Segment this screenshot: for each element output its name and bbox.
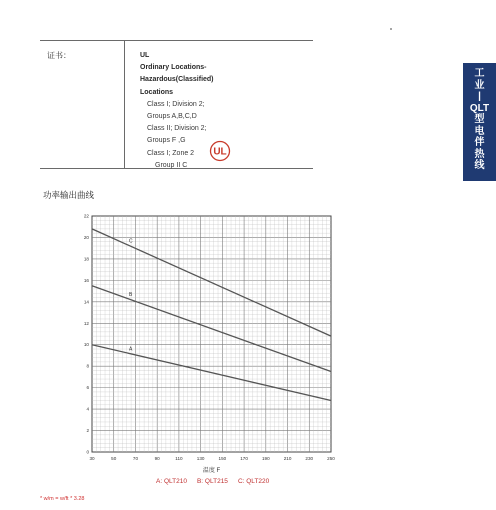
certificate-line: Ordinary Locations-: [140, 64, 207, 72]
series-label: A: [129, 346, 133, 353]
legend-key: B:: [196, 478, 205, 485]
y-tick-label: 16: [83, 277, 89, 283]
side-tab-char: 线: [474, 160, 485, 171]
unit-conversion-note: * w/m = w/ft * 3.28: [40, 496, 85, 502]
y-tick-label: 18: [83, 256, 89, 262]
side-tab-char: 热: [474, 148, 485, 160]
certificate-line: Group II C: [155, 161, 188, 169]
certificate-line: Groups F ,G: [147, 137, 186, 145]
side-tab-char: 工: [474, 68, 485, 79]
y-tick-label: 2: [86, 428, 89, 434]
certificate-line: Class I; Division 2;: [147, 100, 205, 108]
certificate-line: Class I; Zone 2: [147, 149, 195, 157]
certificate-label: 证书：: [47, 51, 71, 60]
certificate-line: Hazardous(Classified): [140, 76, 214, 84]
y-tick-label: 22: [83, 213, 89, 219]
y-tick-label: 10: [83, 342, 89, 348]
y-tick-label: 12: [83, 320, 89, 326]
certificate-line: Groups A,B,C,D: [147, 113, 197, 121]
table-divider: [124, 40, 125, 168]
legend-key: A:: [156, 478, 164, 485]
x-tick-label: 130: [196, 456, 205, 461]
table-top-rule: [40, 40, 313, 41]
x-tick-label: 50: [111, 456, 117, 461]
side-tab-char: |: [478, 91, 481, 102]
x-tick-label: 150: [218, 456, 227, 461]
certificate-details: [140, 50, 214, 172]
x-tick-label: 110: [175, 456, 183, 461]
legend-item: [238, 478, 269, 485]
y-tick-label: 0: [86, 449, 89, 455]
side-tab-char: 伴: [474, 137, 485, 148]
y-tick-label: 20: [83, 234, 89, 240]
page-mark: [390, 28, 392, 30]
legend-name: QLT220: [246, 478, 270, 485]
x-tick-label: 250: [327, 456, 335, 461]
side-tab-char: 电: [474, 125, 485, 137]
certificate-line: UL: [140, 52, 150, 59]
x-axis-label: 温度 F: [202, 468, 221, 474]
x-tick-label: 70: [132, 456, 139, 461]
y-tick-label: 4: [86, 406, 89, 412]
x-tick-label: 170: [240, 456, 248, 461]
legend-name: QLT215: [204, 478, 228, 485]
y-tick-label: 14: [83, 299, 89, 305]
chart-legend: [156, 478, 279, 485]
side-tab-char: 业: [474, 79, 485, 91]
power-output-chart: [80, 212, 335, 502]
legend-name: QLT210: [163, 478, 187, 485]
series-label: C: [129, 238, 133, 245]
legend-item: [156, 478, 187, 485]
certificate-line: Class II; Division 2;: [147, 125, 207, 133]
legend-key: C:: [237, 478, 247, 485]
svg-text:UL: UL: [213, 146, 227, 158]
x-tick-label: 30: [89, 456, 95, 461]
x-tick-label: 90: [154, 456, 160, 461]
certificate-line: Locations: [140, 88, 174, 96]
category-side-tab: [463, 63, 496, 181]
legend-item: [197, 478, 228, 485]
side-tab-char: QLT: [469, 102, 490, 114]
x-tick-label: 190: [261, 456, 270, 461]
side-tab-char: 型: [474, 114, 485, 125]
section-title: 功率输出曲线: [43, 190, 95, 200]
plot-area: [92, 216, 331, 452]
x-tick-label: 210: [283, 456, 292, 461]
series-label: B: [129, 292, 133, 299]
y-tick-label: 8: [86, 363, 89, 369]
ul-listed-logo: [209, 140, 231, 162]
y-tick-label: 6: [86, 385, 89, 391]
x-tick-label: 230: [305, 456, 314, 461]
